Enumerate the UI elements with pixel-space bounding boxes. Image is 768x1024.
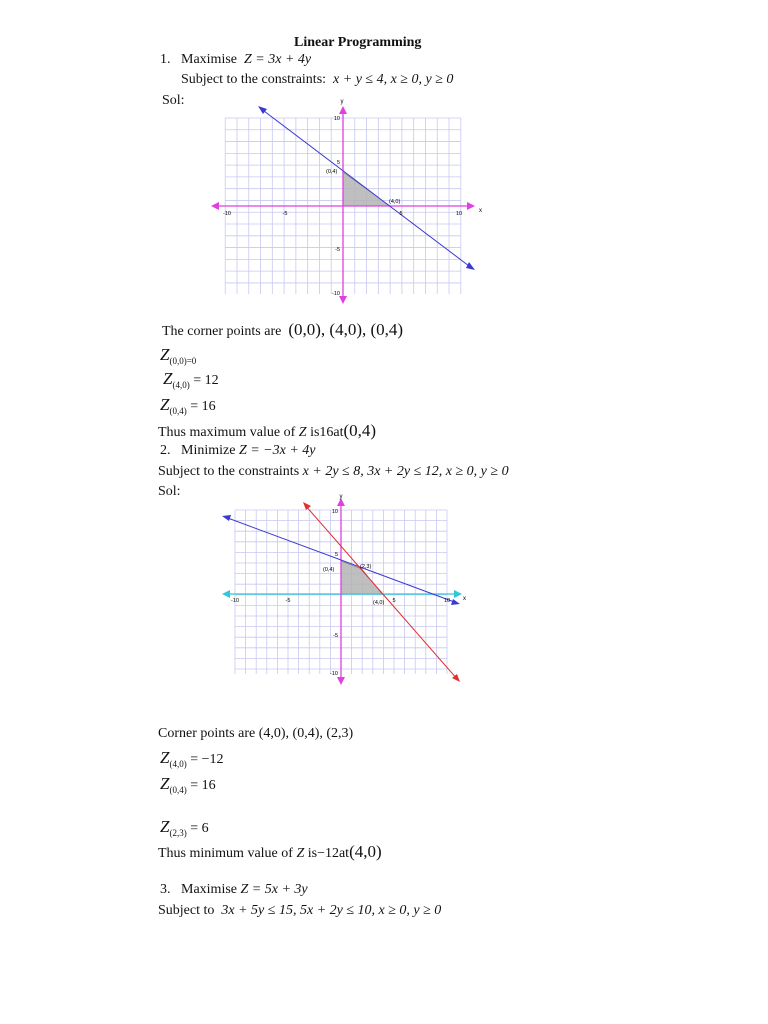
problem-3-constraints (158, 904, 441, 918)
graph-2-ytick: 10 (331, 509, 338, 515)
problem-1-corner-points: (0,0), (4,0), (0,4) (288, 320, 404, 339)
graph-1 (205, 98, 490, 308)
problem-2-z-row (160, 818, 209, 836)
problem-2-constraints-text: x + 2y ≤ 8, 3x + 2y ≤ 12, x ≥ 0, y ≥ 0 (302, 464, 509, 479)
problem-1-z-row (160, 396, 216, 414)
graph-1-x-axis-arrow-left (211, 202, 219, 210)
conclusion-text: Thus minimum value of (158, 846, 293, 861)
problem-1-number: 1. (160, 52, 171, 67)
graph-2-x-axis-arrow-left (222, 590, 230, 598)
problem-2-corner-line (158, 727, 353, 741)
z-symbol: Z (160, 345, 170, 364)
z-value: = −12 (186, 752, 224, 767)
z-symbol: Z (160, 395, 170, 414)
problem-2-number: 2. (160, 443, 171, 458)
graph-2-y-axis-arrow-bottom (337, 677, 345, 685)
graph-2-line-blue-arrow-left (222, 515, 231, 521)
problem-2-heading: Minimize (181, 443, 236, 458)
graph-1-x-axis-arrow-right (467, 202, 475, 210)
conclusion-text: is16at (310, 425, 344, 440)
z-subscript: (2,3) (169, 828, 187, 838)
graph-2-x-axis-arrow-right (454, 590, 462, 598)
problem-2-constraints-label: Subject to the constraints (158, 464, 300, 479)
z-symbol: Z (160, 748, 170, 767)
problem-1-heading: Maximise (181, 52, 237, 67)
graph-2-xtick: 5 (392, 598, 396, 604)
conclusion-z: Z (298, 425, 307, 440)
graph-1-line-arrow-bottom (466, 262, 475, 270)
z-value: = 16 (186, 399, 216, 414)
z-value: =0 (186, 356, 197, 366)
graph-1-xtick: 5 (399, 211, 403, 217)
problem-1-z-row (163, 370, 219, 388)
problem-2-corner-points: (4,0), (0,4), (2,3) (258, 726, 354, 741)
problem-1-objective: Z = 3x + 4y (244, 52, 312, 67)
z-value: = 6 (186, 821, 209, 836)
z-symbol: Z (160, 774, 170, 793)
graph-1-xtick: -10 (223, 211, 231, 217)
z-subscript: (4,0) (169, 759, 187, 769)
graph-2-point-label: (2,3) (360, 564, 372, 570)
problem-2-z-row (160, 775, 216, 793)
graph-2-line-blue-arrow-right (451, 599, 460, 605)
graph-1-y-axis-arrow-top (339, 106, 347, 114)
graph-1-ytick: 5 (336, 160, 340, 166)
graph-1-xtick: 10 (455, 211, 463, 217)
z-subscript: (4,0) (172, 380, 190, 390)
graph-2-point-label: (0,4) (323, 567, 335, 573)
problem-1-constraints-text: x + y ≤ 4, x ≥ 0, y ≥ 0 (333, 72, 454, 87)
graph-1-y-label: y (340, 99, 344, 105)
z-subscript: (0,4) (169, 406, 187, 416)
problem-2-z-row (160, 749, 224, 767)
conclusion-point: (4,0) (349, 842, 382, 861)
graph-2-xtick: -5 (285, 598, 291, 604)
graph-1-ytick: -10 (332, 291, 340, 297)
problem-3-number: 3. (160, 882, 171, 897)
problem-2-statement (160, 444, 316, 458)
graph-2-xtick: 10 (443, 598, 451, 604)
z-subscript: (0,0) (169, 356, 187, 366)
problem-1-corner-line (162, 321, 403, 339)
graph-1-xtick: -5 (282, 211, 288, 217)
problem-1-statement (160, 53, 311, 67)
problem-2-corner-label: Corner points are (158, 726, 256, 741)
problem-1-conclusion (158, 422, 376, 440)
problem-3-constraints-text: 3x + 5y ≤ 15, 5x + 2y ≤ 10, x ≥ 0, y ≥ 0 (221, 903, 442, 918)
z-value: = 16 (186, 778, 216, 793)
graph-2-ytick: 5 (334, 552, 338, 558)
conclusion-text: is−12at (307, 846, 350, 861)
problem-2-sol-label: Sol: (158, 484, 181, 499)
graph-2-point-label: (4,0) (373, 600, 385, 606)
problem-2-conclusion (158, 843, 382, 861)
graph-2-ytick: -10 (330, 671, 338, 677)
graph-2-ytick: -5 (333, 633, 338, 639)
problem-3-constraints-label: Subject to (158, 903, 215, 918)
problem-2-objective: Z = −3x + 4y (238, 443, 316, 458)
graph-2-x-label: x (463, 596, 466, 602)
page-title: Linear Programming (294, 35, 422, 50)
graph-2 (215, 490, 475, 690)
z-symbol: Z (163, 369, 173, 388)
graph-2-xtick: -10 (231, 598, 239, 604)
conclusion-point: (0,4) (343, 421, 377, 440)
problem-1-constraints (181, 73, 453, 87)
problem-1-z-row (160, 346, 196, 364)
problem-3-objective: Z = 5x + 3y (240, 882, 308, 897)
problem-1-constraints-label: Subject to the constraints: (181, 72, 327, 87)
problem-1-corner-label: The corner points are (162, 324, 282, 339)
graph-1-point-label: (0,4) (326, 169, 338, 175)
problem-1-sol-label: Sol: (162, 93, 185, 108)
graph-1-point-label: (4,0) (389, 199, 401, 205)
graph-1-ytick: 10 (333, 116, 340, 122)
conclusion-text: Thus maximum value of (158, 425, 296, 440)
problem-2-constraints (158, 465, 509, 479)
problem-3-heading: Maximise (181, 882, 237, 897)
z-value: = 12 (189, 373, 219, 388)
graph-2-y-label: y (339, 494, 343, 500)
graph-1-ytick: -5 (335, 247, 340, 253)
graph-2-line-red-arrow-top (303, 502, 311, 510)
z-subscript: (0,4) (169, 785, 187, 795)
z-symbol: Z (160, 817, 170, 836)
problem-3-statement (160, 883, 308, 897)
conclusion-z: Z (296, 846, 305, 861)
graph-1-x-label: x (479, 208, 482, 214)
graph-1-y-axis-arrow-bottom (339, 296, 347, 304)
